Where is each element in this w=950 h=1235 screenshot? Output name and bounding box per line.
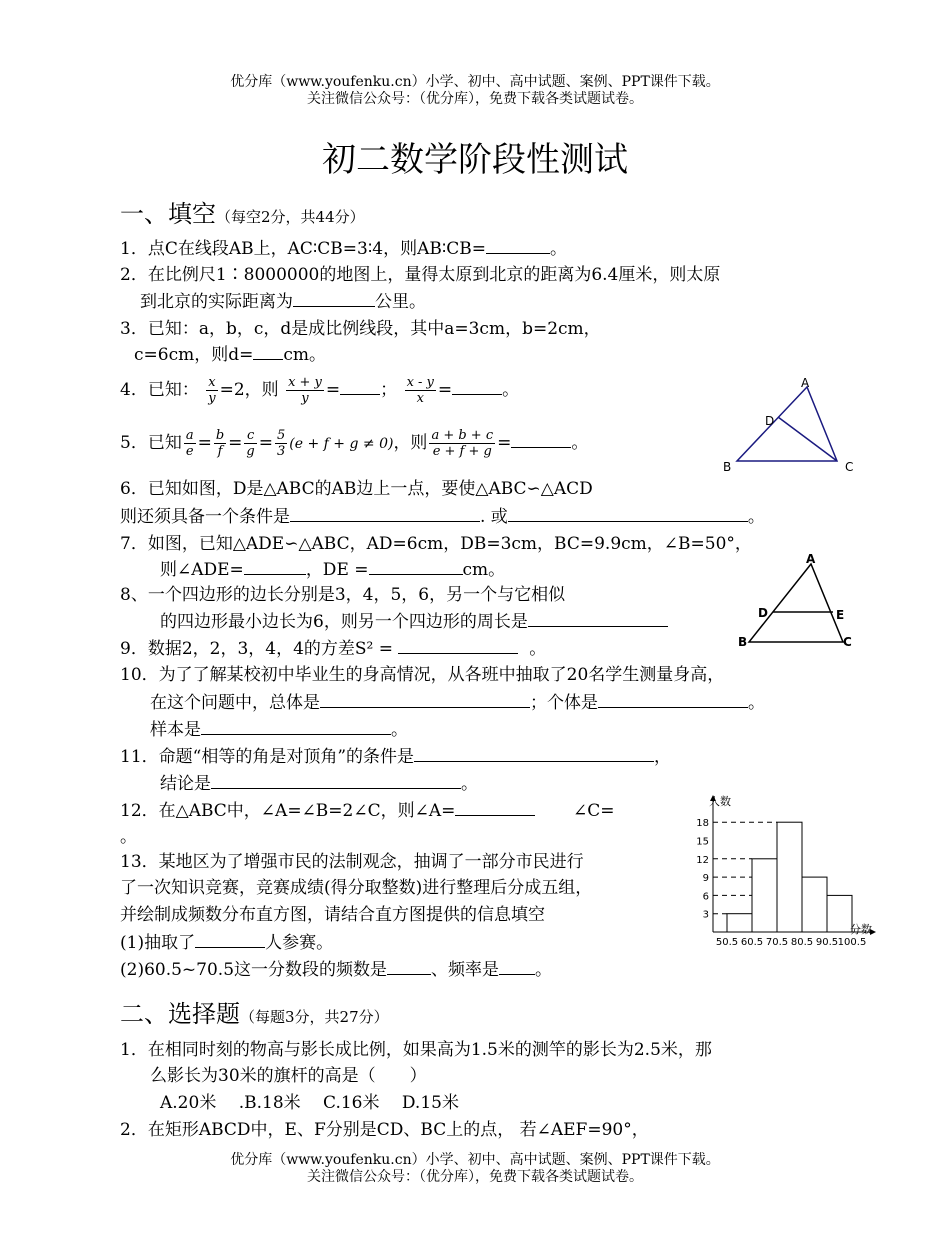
histogram-bar — [802, 877, 827, 932]
histogram-bar — [727, 914, 752, 932]
question-10-end: 。 — [748, 693, 765, 713]
answer-blank[interactable] — [195, 931, 265, 948]
fraction-denominator: y — [301, 391, 309, 406]
equals-sign: = — [437, 380, 453, 400]
section-1-heading — [120, 194, 365, 229]
fraction-b-over-f — [214, 428, 226, 459]
question-6-line-2 — [120, 505, 765, 528]
y-axis-label: 人数 — [709, 795, 731, 808]
equals-sign: = — [325, 380, 341, 400]
answer-blank[interactable] — [452, 378, 502, 395]
answer-blank[interactable] — [511, 431, 571, 448]
fraction-denominator: f — [217, 444, 223, 459]
fraction-denominator: e + f + g — [432, 444, 492, 459]
fraction-numerator: x + y — [288, 375, 322, 390]
triangle-abc — [749, 564, 843, 642]
question-4-end: 。 — [502, 380, 520, 400]
x-axis-label: 分数 — [850, 923, 872, 936]
question-10-individual: ；个体是 — [530, 693, 598, 713]
choice-1-line-1: 1．在相同时刻的物高与影长成比例，如果高为1.5米的测竿的影长为2.5米，那 — [120, 1040, 712, 1060]
question-13-line-3: 并绘制成频数分布直方图，请结合直方图提供的信息填空 — [120, 905, 545, 925]
question-6-end: 。 — [747, 507, 765, 527]
answer-blank[interactable] — [211, 772, 461, 789]
section-1-note: （每空2分，共44分） — [216, 208, 365, 226]
question-5-then: ，则 — [393, 433, 428, 453]
question-2-text: 到北京的实际距离为 — [140, 292, 293, 312]
fraction-x-plus-y-over-y — [286, 375, 324, 406]
triangle-figure-2 — [735, 550, 860, 652]
section-2-note: （每题3分，共27分） — [240, 1008, 389, 1026]
answer-blank[interactable] — [528, 610, 668, 627]
fraction-numerator: a + b + c — [431, 428, 494, 443]
question-12-line-1 — [120, 799, 615, 822]
fraction-numerator: c — [244, 428, 256, 444]
question-13-sub-1-text: (1)抽取了 — [120, 933, 196, 953]
question-8-text: 的四边形最小边长为6，则另一个四边形的周长是 — [160, 612, 528, 632]
question-3-line-2 — [134, 343, 326, 366]
answer-blank[interactable] — [598, 691, 748, 708]
fraction-denominator: g — [246, 444, 255, 459]
question-8-line-1: 8、一个四边形的边长分别是3，4，5，6，另一个与它相似 — [120, 585, 566, 605]
question-5-prefix: 5．已知 — [120, 433, 182, 453]
section-2-title: 二、选择题 — [120, 1000, 240, 1028]
x-tick-label: 100.5 — [837, 937, 867, 948]
question-10-line-1: 10．为了了解某校初中毕业生的身高情况，从各班中抽取了20名学生测量身高， — [120, 665, 725, 685]
question-4-prefix: 4．已知： — [120, 380, 199, 400]
fraction-sum — [429, 428, 495, 459]
y-tick-label: 18 — [696, 818, 709, 830]
histogram-bar — [752, 859, 777, 932]
answer-blank[interactable] — [290, 505, 480, 522]
question-3-text: c=6cm，则d= — [134, 345, 254, 365]
question-5: 5．已知 $\frac{a}{e}$ = $\frac{b}{f}$ = $\frac{c}{g}$ = $\frac{5}{3}$ (e + f + g ≠ 0)，则 $\frac{a + b + c}{e + f + g}$ = 。 — [120, 428, 589, 459]
answer-blank[interactable] — [244, 558, 306, 575]
header-line-2: 关注微信公众号：（优分库），免费下载各类试题试卷。 — [307, 91, 643, 107]
question-13-sub-1 — [120, 931, 333, 954]
header-line-1: 优分库（www.youfenku.cn）小学、初中、高中试题、案例、PPT课件下载。 — [230, 74, 720, 90]
question-8-line-2 — [160, 610, 668, 633]
question-13-line-1: 13．某地区为了增强市民的法制观念，抽调了一部分市民进行 — [120, 852, 584, 872]
question-11-line-1 — [120, 745, 671, 768]
fraction-x-over-y — [206, 375, 217, 406]
question-2-end: 公里。 — [375, 292, 426, 312]
answer-blank[interactable] — [499, 958, 535, 975]
question-13-sub-2-freq: 、频率是 — [431, 960, 500, 980]
question-13-sub-1-end: 人参赛。 — [265, 933, 334, 953]
answer-blank[interactable] — [508, 505, 748, 522]
question-10-sample: 样本是 — [150, 720, 201, 740]
question-12-angle-c: ∠C= — [573, 801, 615, 821]
histogram-bar — [777, 822, 802, 932]
label-c: C — [843, 635, 852, 649]
fraction-numerator: b — [215, 428, 225, 443]
semicolon: ； — [380, 380, 398, 400]
answer-blank[interactable] — [369, 558, 463, 575]
x-tick-label: 70.5 — [765, 937, 789, 948]
answer-blank[interactable] — [201, 718, 391, 735]
histogram-bar — [827, 895, 852, 932]
label-c: C — [845, 460, 854, 474]
question-11-conclusion: 结论是 — [160, 774, 211, 794]
question-7-line-2 — [160, 558, 505, 581]
question-7-end: cm。 — [462, 560, 506, 580]
question-10-text: 在这个问题中，总体是 — [150, 693, 320, 713]
fraction-c-over-g — [244, 428, 256, 459]
answer-blank[interactable] — [293, 290, 375, 307]
x-tick-label: 90.5 — [815, 937, 839, 948]
question-13-sub-2-text: (2)60.5~70.5这一分数段的频数是 — [120, 960, 388, 980]
question-2-line-2 — [140, 290, 426, 313]
label-d: D — [765, 414, 775, 428]
fraction-denominator: 3 — [277, 444, 286, 459]
answer-blank[interactable] — [486, 237, 550, 254]
question-9-end: 。 — [529, 639, 547, 659]
question-9 — [120, 637, 546, 660]
x-tick-label: 50.5 — [715, 937, 739, 948]
question-9-text: 9．数据2，2，3，4，4的方差S² = — [120, 639, 394, 659]
question-3-end: cm。 — [283, 345, 327, 365]
label-a: A — [806, 552, 816, 566]
question-13-line-2: 了一次知识竞赛，竞赛成绩(得分取整数)进行整理后分成五组， — [120, 878, 593, 898]
label-d: D — [758, 606, 768, 620]
question-7-line-1: 7．如图，已知△ADE∽△ABC，AD=6cm，DB=3cm，BC=9.9cm，∠B=50°， — [120, 534, 752, 554]
section-2-heading — [120, 994, 389, 1029]
question-6-or: . 或 — [480, 507, 508, 527]
answer-blank[interactable] — [253, 343, 283, 360]
histogram-chart — [685, 792, 880, 957]
question-2-line-1: 2．在比例尺1∶8000000的地图上，量得太原到北京的距离为6.4厘米，则太原 — [120, 265, 721, 285]
question-1 — [120, 237, 567, 260]
label-a: A — [801, 376, 810, 390]
question-12-line-2: 。 — [120, 827, 137, 847]
x-tick-label: 80.5 — [790, 937, 814, 948]
question-7-text: 则∠ADE= — [160, 560, 244, 580]
question-10-line-2 — [150, 691, 765, 714]
fraction-denominator: y — [208, 391, 216, 406]
question-10-line-3 — [150, 718, 408, 741]
y-tick-label: 12 — [696, 854, 709, 866]
question-13-sub-2 — [120, 958, 552, 981]
question-1-end: 。 — [550, 239, 568, 259]
question-6-text: 则还须具备一个条件是 — [120, 507, 290, 527]
question-6-line-1: 6．已知如图，D是△ABC的AB边上一点，要使△ABC∽△ACD — [120, 479, 593, 499]
question-10-end-2: 。 — [391, 720, 408, 740]
label-e: E — [836, 608, 845, 622]
fraction-numerator: a — [185, 428, 194, 443]
answer-blank[interactable] — [387, 958, 431, 975]
y-tick-label: 15 — [696, 836, 709, 848]
answer-blank[interactable] — [414, 745, 654, 762]
triangle-figure-1 — [715, 375, 865, 480]
choice-1-options: A.20米 .B.18米 C.16米 D.15米 — [160, 1093, 459, 1113]
fraction-numerator: x - y — [406, 375, 434, 390]
question-11-text: 11．命题“相等的角是对顶角”的条件是 — [120, 747, 415, 767]
label-b: B — [723, 460, 732, 474]
question-4-eq: =2，则 — [219, 380, 279, 400]
fraction-numerator: x — [206, 375, 217, 391]
question-1-text: 1．点C在线段AB上，AC∶CB=3∶4，则AB∶CB= — [120, 239, 487, 259]
fraction-x-minus-y-over-x — [405, 375, 436, 406]
footer-line-1: 优分库（www.youfenku.cn）小学、初中、高中试题、案例、PPT课件下载。 — [230, 1152, 720, 1168]
section-1-title: 一、填空 — [120, 200, 216, 228]
question-11-comma: ， — [654, 747, 672, 767]
question-11-line-2 — [160, 772, 478, 795]
y-tick-label: 6 — [702, 891, 709, 903]
question-5-condition: (e + f + g ≠ 0) — [289, 436, 394, 452]
question-12-text: 12．在△ABC中，∠A=∠B=2∠C，则∠A= — [120, 801, 456, 821]
answer-blank[interactable] — [455, 799, 535, 816]
footer-line-2: 关注微信公众号：（优分库），免费下载各类试题试卷。 — [307, 1169, 643, 1185]
x-tick-label: 60.5 — [740, 937, 764, 948]
fraction-numerator: 5 — [277, 428, 286, 443]
question-13-sub-2-end: 。 — [535, 960, 553, 980]
y-tick-label: 3 — [702, 909, 709, 921]
question-7-de: ，DE = — [305, 560, 369, 580]
question-5-end: 。 — [571, 433, 589, 453]
fraction-denominator: e — [185, 444, 194, 459]
label-b: B — [738, 635, 748, 649]
answer-blank[interactable] — [340, 378, 380, 395]
y-tick-label: 9 — [702, 873, 709, 885]
answer-blank[interactable] — [320, 691, 530, 708]
fraction-5-over-3 — [275, 428, 287, 459]
choice-1-line-2: 么影长为30米的旗杆的高是（ ） — [150, 1066, 427, 1086]
answer-blank[interactable] — [398, 637, 518, 654]
fraction-a-over-e — [184, 428, 196, 459]
page-title: 初二数学阶段性测试 — [322, 140, 628, 180]
choice-2-line-1: 2．在矩形ABCD中，E、F分别是CD、BC上的点， 若∠AEF=90°， — [120, 1120, 649, 1140]
question-3-line-1: 3．已知：a，b，c，d是成比例线段，其中a=3cm，b=2cm， — [120, 319, 601, 339]
question-4 — [120, 375, 519, 406]
question-11-end: 。 — [461, 774, 478, 794]
fraction-denominator: x — [416, 391, 424, 406]
